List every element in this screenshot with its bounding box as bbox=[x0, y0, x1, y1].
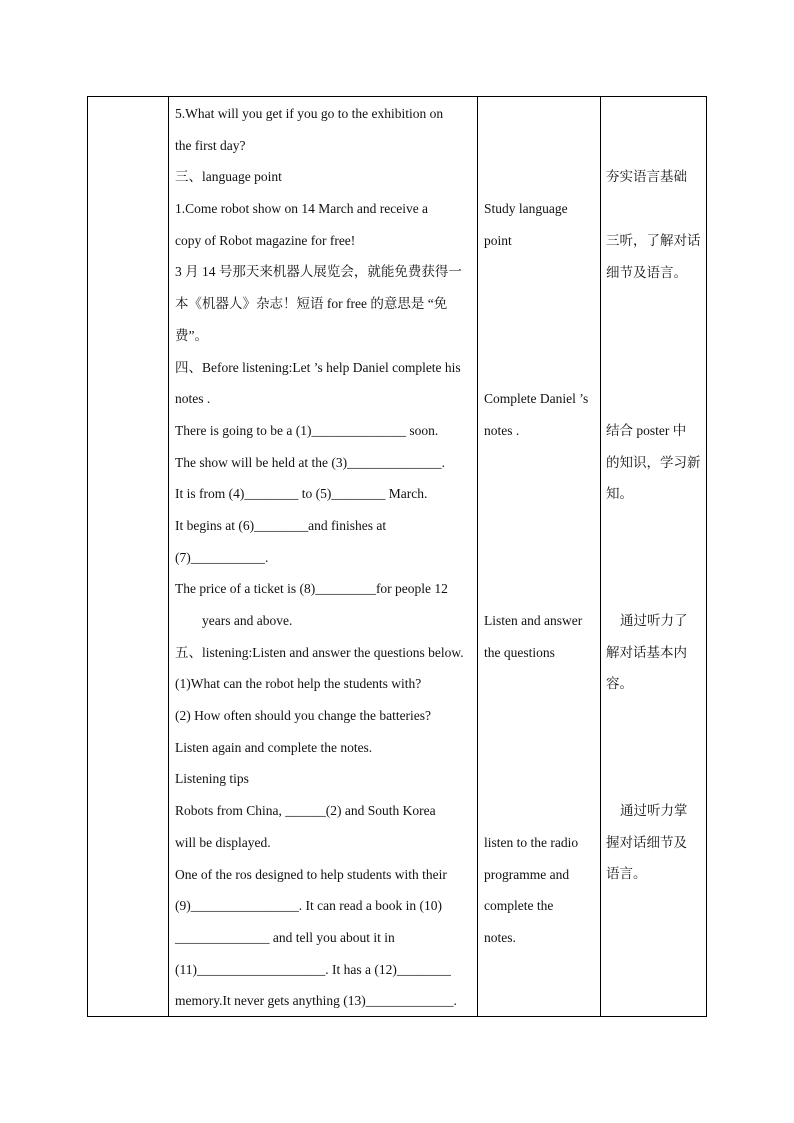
student-activity-block bbox=[484, 605, 596, 668]
student-activity-block bbox=[484, 193, 596, 256]
fill-in-line: (11)___________________. It has a (12)________ bbox=[175, 961, 451, 977]
section-heading: 五、listening:Listen and answer the questions below. bbox=[175, 644, 464, 660]
content-line: One of the ros designed to help students with their bbox=[175, 866, 447, 882]
design-intent-block bbox=[606, 605, 704, 700]
lesson-plan-table bbox=[87, 96, 707, 1017]
activity-line: notes . bbox=[484, 422, 520, 438]
intent-line: 解对话基本内 bbox=[606, 644, 687, 660]
content-line: the first day? bbox=[175, 137, 246, 153]
activity-line: point bbox=[484, 232, 512, 248]
fill-in-line: It is from (4)________ to (5)________ March. bbox=[175, 486, 428, 502]
content-line: Listen again and complete the notes. bbox=[175, 739, 373, 755]
content-line: notes . bbox=[175, 391, 211, 407]
intent-line: 三听，了解对话 bbox=[606, 233, 701, 248]
intent-line: 语言。 bbox=[606, 866, 647, 882]
column-divider bbox=[600, 97, 601, 1016]
fill-in-line: The show will be held at the (3)______________. bbox=[175, 454, 445, 470]
fill-in-line: It begins at (6)________and finishes at bbox=[175, 517, 387, 533]
content-line: 5.What will you get if you go to the exhibition on bbox=[175, 106, 444, 121]
student-activity-block bbox=[484, 383, 596, 446]
activity-line: notes. bbox=[484, 930, 516, 946]
content-line: years and above. bbox=[202, 613, 293, 628]
content-line: 1.Come robot show on 14 March and receive a bbox=[175, 201, 429, 217]
content-line: Listening tips bbox=[175, 771, 249, 787]
intent-line: 知。 bbox=[606, 486, 633, 502]
activity-line: listen to the radio bbox=[484, 835, 579, 850]
intent-line: 容。 bbox=[606, 676, 633, 692]
intent-line: 握对话细节及 bbox=[606, 834, 687, 850]
teaching-content-cell bbox=[175, 98, 475, 1017]
fill-in-line: There is going to be a (1)______________ soon. bbox=[175, 422, 439, 438]
intent-line: 通过听力了 bbox=[620, 613, 688, 628]
design-intent-block bbox=[606, 795, 704, 890]
fill-in-line: Robots from China, ______(2) and South Korea bbox=[175, 803, 436, 819]
content-line: will be displayed. bbox=[175, 834, 271, 850]
activity-line: Listen and answer bbox=[484, 613, 583, 628]
activity-line: the questions bbox=[484, 644, 555, 660]
design-intent-block bbox=[606, 415, 704, 510]
intent-line: 的知识，学习新 bbox=[606, 454, 701, 470]
section-heading: 四、Before listening:Let ’s help Daniel complete his bbox=[175, 359, 461, 375]
intent-line: 结合 poster 中 bbox=[606, 423, 687, 438]
column-divider bbox=[477, 97, 478, 1016]
design-intent-block bbox=[606, 161, 704, 193]
fill-in-line: (9)________________. It can read a book in (10) bbox=[175, 898, 442, 914]
content-line: 3 月 14 号那天来机器人展览会，就能免费获得一 bbox=[175, 264, 462, 280]
column-divider bbox=[168, 97, 169, 1016]
question-line: (2) How often should you change the batteries? bbox=[175, 708, 432, 724]
fill-in-line: ______________ and tell you about it in bbox=[175, 929, 395, 945]
fill-in-line: memory.It never gets anything (13)_____________. bbox=[175, 993, 457, 1009]
activity-line: Complete Daniel ’s bbox=[484, 391, 589, 406]
intent-line: 夯实语言基础 bbox=[606, 169, 687, 184]
teaching-step-cell bbox=[88, 97, 168, 1016]
intent-line: 细节及语言。 bbox=[606, 264, 687, 280]
activity-line: programme and bbox=[484, 866, 570, 882]
intent-line: 通过听力掌 bbox=[620, 803, 688, 818]
content-line: 费”。 bbox=[175, 327, 208, 343]
content-line: copy of Robot magazine for free! bbox=[175, 232, 356, 248]
content-line: 本《机器人》杂志！短语 for free 的意思是 “免 bbox=[175, 296, 448, 312]
question-line: (1)What can the robot help the students with? bbox=[175, 676, 422, 692]
fill-in-line: (7)___________. bbox=[175, 549, 269, 565]
fill-in-line: The price of a ticket is (8)_________for people 12 bbox=[175, 581, 448, 597]
design-intent-block bbox=[606, 225, 704, 288]
section-heading: 三、language point bbox=[175, 169, 282, 185]
activity-line: Study language bbox=[484, 201, 568, 216]
student-activity-block bbox=[484, 827, 596, 954]
activity-line: complete the bbox=[484, 898, 554, 914]
